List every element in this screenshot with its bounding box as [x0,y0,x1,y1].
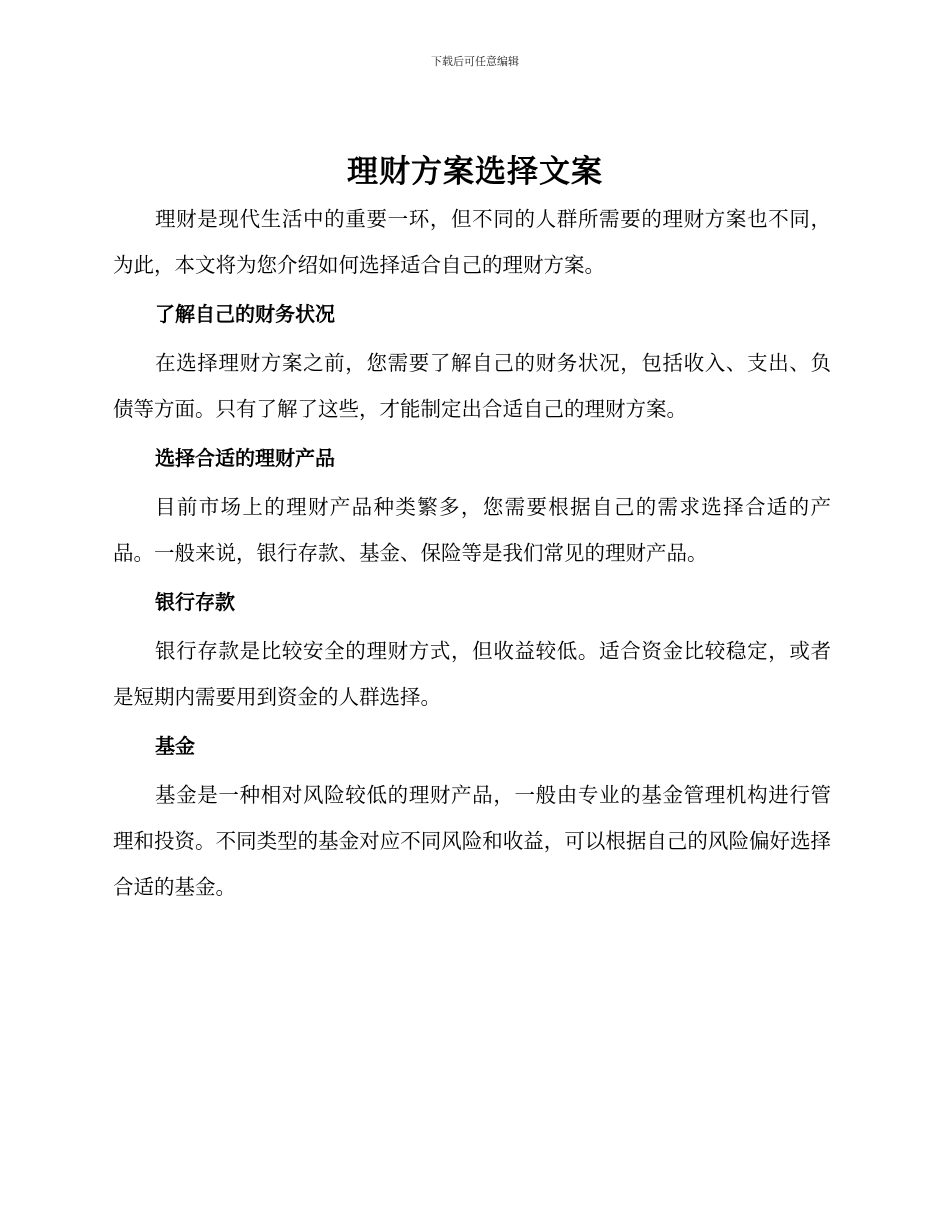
section-paragraph-bank-deposit: 银行存款是比较安全的理财方式，但收益较低。适合资金比较稳定，或者是短期内需要用到资金的人群选择。 [113,639,831,709]
section-heading-bank-deposit: 银行存款 [155,590,235,614]
page-header-note: 下载后可任意编辑 [431,55,519,68]
intro-paragraph: 理财是现代生活中的重要一环，但不同的人群所需要的理财方案也不同，为此，本文将为您介绍如何选择适合自己的理财方案。 [113,207,831,277]
section-paragraph-financial-status: 在选择理财方案之前，您需要了解自己的财务状况，包括收入、支出、负债等方面。只有了解了这些，才能制定出合适自己的理财方案。 [113,351,831,421]
document-body [113,196,831,910]
section-heading-choose-products: 选择合适的理财产品 [155,446,335,470]
section-heading-financial-status: 了解自己的财务状况 [155,302,335,326]
section-paragraph-fund: 基金是一种相对风险较低的理财产品，一般由专业的基金管理机构进行管理和投资。不同类型的基金对应不同风险和收益，可以根据自己的风险偏好选择合适的基金。 [113,783,831,899]
section-heading-fund: 基金 [155,734,195,758]
document-title: 理财方案选择文案 [347,154,603,190]
section-paragraph-choose-products: 目前市场上的理财产品种类繁多，您需要根据自己的需求选择合适的产品。一般来说，银行存款、基金、保险等是我们常见的理财产品。 [113,495,831,565]
